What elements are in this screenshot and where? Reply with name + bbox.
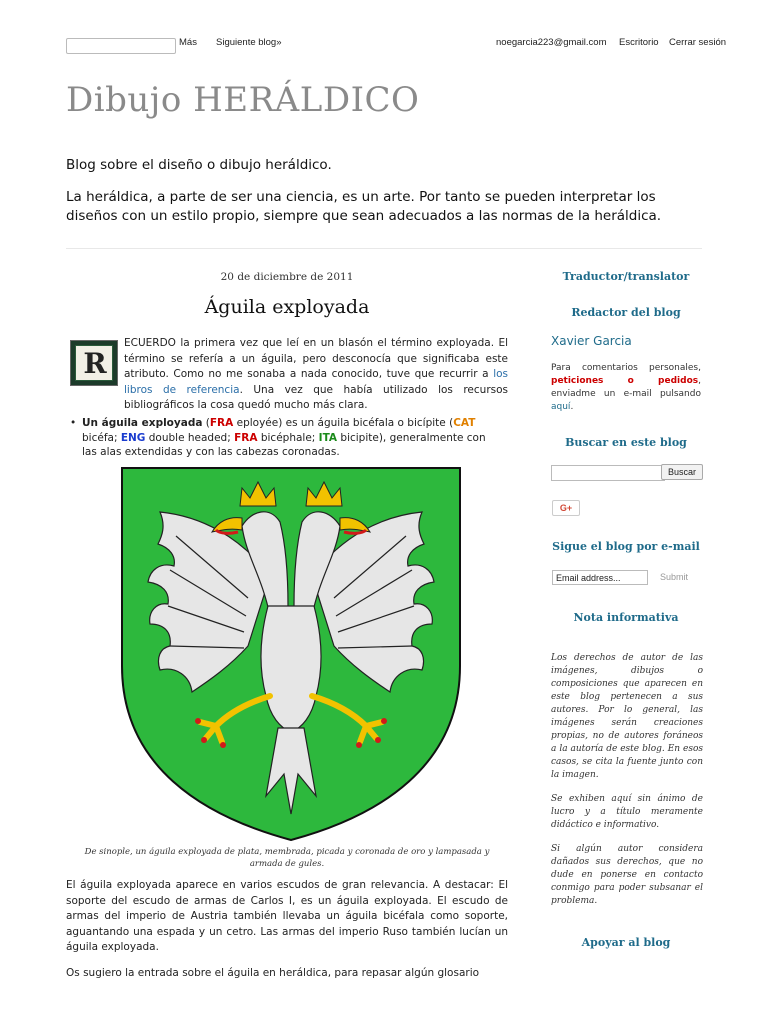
bullet-icon: • xyxy=(70,417,77,429)
description-line-1: Blog sobre el diseño o dibujo heráldico. xyxy=(66,157,332,173)
submit-button[interactable]: Submit xyxy=(660,572,689,582)
nota-paragraph-3: Si algún autor considera dañados sus derechos, que no dude en ponerse en contacto conmigo para poder subsanar el problema. xyxy=(551,844,703,906)
post-paragraph-3: Os sugiero la entrada sobre el águila en heráldica, para repasar algún glosario xyxy=(66,967,480,979)
author-text-3: . xyxy=(570,402,574,412)
author-text-1: Para comentarios personales, xyxy=(551,363,701,373)
author-description xyxy=(551,362,701,414)
definition-bullet xyxy=(70,416,502,460)
header-divider xyxy=(66,248,702,249)
email-input[interactable]: Email address... xyxy=(552,570,648,585)
reference-books-link[interactable]: los libros de referencia xyxy=(124,368,508,396)
search-widget-title: Buscar en este blog xyxy=(565,436,687,449)
bullet-t2: eployée) es un águila bicéfala o bicípite ( xyxy=(233,417,454,429)
post-date: 20 de diciembre de 2011 xyxy=(220,271,354,283)
coat-of-arms-image[interactable] xyxy=(120,466,462,842)
bullet-term: Un águila exployada xyxy=(82,417,203,429)
translator-title: Traductor/translator xyxy=(562,270,690,283)
contact-here-link[interactable]: aquí xyxy=(551,402,571,412)
lang-cat: CAT xyxy=(453,417,476,429)
nota-informativa-text xyxy=(551,652,703,919)
logout-link[interactable]: Cerrar sesión xyxy=(669,37,727,48)
author-text-2: , enviadme un e-mail pulsando xyxy=(551,376,701,399)
follow-widget-title: Sigue el blog por e-mail xyxy=(552,540,700,553)
paragraph-1-text-b: . Una vez que había utilizado los recursos bibliográficos la cosa quedó mucho más clara. xyxy=(124,383,508,411)
bullet-t4: double headed; xyxy=(145,431,235,444)
blogger-navbar xyxy=(0,0,768,60)
lang-ita: ITA xyxy=(318,431,338,444)
author-widget-title: Redactor del blog xyxy=(571,306,681,319)
google-plus-button[interactable]: G+ xyxy=(552,500,580,516)
lang-eng: ENG xyxy=(120,431,146,444)
image-caption: De sinople, un águila exployada de plata, membrada, picada y coronada de oro y lampasada y armada de gules. xyxy=(84,847,490,869)
blog-description xyxy=(66,156,706,239)
lang-fra-2: FRA xyxy=(234,431,258,444)
dropcap-box xyxy=(75,345,113,381)
blog-search-input[interactable] xyxy=(551,465,665,481)
post-title[interactable]: Águila exployada xyxy=(204,296,370,318)
dropcap-illumination xyxy=(70,340,118,386)
bullet-t3: bicéfa; xyxy=(82,431,121,444)
description-line-2: La heráldica, a parte de ser una ciencia, es un arte. Por tanto se pueden interpretar los diseños con un estilo propio, siempre que sean adecuados a las normas de la heráldica. xyxy=(66,189,662,224)
nota-paragraph-1: Los derechos de autor de las imágenes, dibujos o composiciones que aparecen en este blog pertenecen a sus autores. Por lo general, las imágenes serán creaciones propias, no de autores foráneos a la autoría de este blog. En esos casos, se cita la fuente junto con la imagen. xyxy=(551,653,703,780)
lang-fra-1: FRA xyxy=(209,417,234,429)
more-link[interactable]: Más xyxy=(179,37,197,48)
support-title: Apoyar al blog xyxy=(581,936,671,949)
peticiones-label: peticiones o pedidos xyxy=(551,376,699,386)
search-button[interactable]: Buscar xyxy=(661,464,703,480)
next-blog-link[interactable]: Siguiente blog» xyxy=(216,37,282,48)
author-name-link[interactable]: Xavier Garcia xyxy=(551,334,632,348)
nota-paragraph-2: Se exhiben aquí sin ánimo de lucro y a título meramente didáctico e informativo. xyxy=(551,794,703,830)
bullet-t1: ( xyxy=(202,417,210,429)
navbar-search-input[interactable] xyxy=(66,38,176,54)
post-paragraph-1 xyxy=(124,336,508,414)
bullet-t5: bicéphale; xyxy=(257,431,319,444)
post-paragraph-2: El águila exployada aparece en varios escudos de gran relevancia. A destacar: El soporte del escudo de armas de Carlos I, es un águila exployada. El escudo de armas del imperio de Austria también llevaba un águila bicéfala como soporte, aguantando una espada y un cetro. Las armas del imperio Ruso también lucían un águila exployada. xyxy=(66,879,508,953)
desktop-link[interactable]: Escritorio xyxy=(619,37,659,48)
blog-title[interactable]: Dibujo HERÁLDICO xyxy=(66,80,420,120)
paragraph-1-text-a: ECUERDO la primera vez que leí en un blasón el término exployada. El término se refería a un águila, pero desconocía que significaba este atributo. Como no me sonaba a nada conocido, tuve que recurrir a xyxy=(124,337,508,380)
nota-title: Nota informativa xyxy=(573,611,679,624)
bullet-t6: bicipite), generalmente con las alas extendidas y con las cabezas coronadas. xyxy=(82,431,486,458)
dropcap-letter: R xyxy=(83,347,107,380)
user-email[interactable]: noegarcia223@gmail.com xyxy=(496,37,607,48)
